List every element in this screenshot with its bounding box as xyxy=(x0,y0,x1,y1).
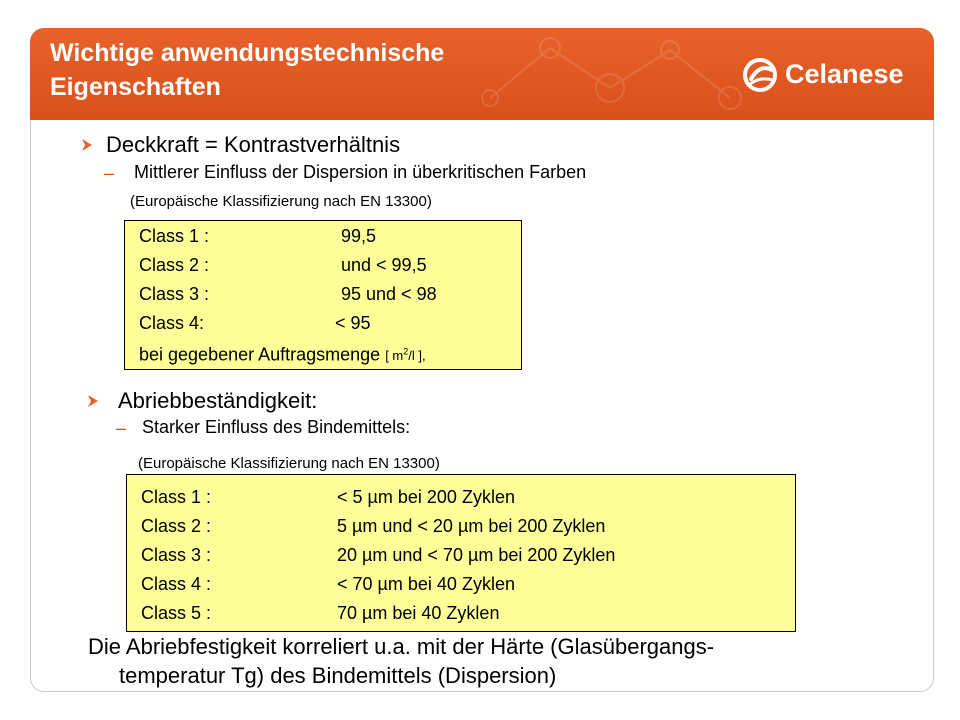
class-value: 70 µm bei 40 Zyklen xyxy=(337,603,500,623)
table-row xyxy=(139,280,521,309)
section2-sub: Starker Einfluss des Bindemittels: xyxy=(142,417,411,437)
class-value: < 95 xyxy=(335,313,371,333)
section2-heading xyxy=(86,388,317,414)
class-value: 20 µm und < 70 µm bei 200 Zyklen xyxy=(337,545,616,565)
table-row xyxy=(141,570,795,599)
class-label: Class 4 : xyxy=(141,574,212,594)
class-label: Class 5 : xyxy=(141,603,212,623)
page-title: Wichtige anwendungstechnische Eigenschaften xyxy=(50,39,445,101)
dash-icon: – xyxy=(116,418,127,438)
class-value: 95 und < 98 xyxy=(341,284,437,304)
class-value: < 5 µm bei 200 Zyklen xyxy=(337,487,515,507)
table-row xyxy=(141,599,795,628)
class-label: Class 2 : xyxy=(139,255,210,275)
class-label: Class 1 : xyxy=(141,487,212,507)
arrow-bullet-icon xyxy=(80,138,94,152)
class-value: < 70 µm bei 40 Zyklen xyxy=(337,574,515,594)
footer-text xyxy=(88,632,888,690)
table-row xyxy=(141,541,795,570)
footer-line2: temperatur Tg) des Bindemittels (Dispersion) xyxy=(119,663,557,688)
class-label: Class 1 : xyxy=(139,226,210,246)
class-label: Class 3 : xyxy=(139,284,210,304)
class-value: und < 99,5 xyxy=(341,255,427,275)
table-row xyxy=(139,222,521,251)
celanese-logo-icon xyxy=(743,58,777,92)
table-row xyxy=(139,309,521,338)
header-banner xyxy=(30,28,934,120)
celanese-logo xyxy=(743,55,913,95)
amount-label: bei gegebener Auftragsmenge xyxy=(139,344,381,365)
section1-sub: Mittlerer Einfluss der Dispersion in überkritischen Farben xyxy=(134,162,587,182)
abrasion-class-table xyxy=(126,474,796,632)
table-row xyxy=(141,483,795,512)
section1-heading xyxy=(80,132,400,158)
table-row xyxy=(139,338,521,367)
class-value: 99,5 xyxy=(341,226,377,246)
table-row xyxy=(141,512,795,541)
class-label: Class 2 : xyxy=(141,516,212,536)
section1-note: (Europäische Klassifizierung nach EN 13300) xyxy=(130,193,432,210)
section2-note: (Europäische Klassifizierung nach EN 13300) xyxy=(138,455,440,472)
logo-text: Celanese xyxy=(785,59,904,89)
table-row xyxy=(139,251,521,280)
section2-heading-text: Abriebbeständigkeit: xyxy=(118,388,318,413)
class-label: Class 3 : xyxy=(141,545,212,565)
footer-line1: Die Abriebfestigkeit korreliert u.a. mit der Härte (Glasübergangs- xyxy=(88,634,715,659)
arrow-bullet-icon xyxy=(86,394,100,408)
class-label: Class 4: xyxy=(139,313,205,333)
dash-icon: – xyxy=(104,163,115,183)
class-value: 5 µm und < 20 µm bei 200 Zyklen xyxy=(337,516,606,536)
unit-label: [ $m^2/l$ ], xyxy=(385,347,426,364)
opacity-class-table xyxy=(124,220,522,370)
section1-heading-text: Deckkraft = Kontrastverhältnis xyxy=(106,132,401,157)
